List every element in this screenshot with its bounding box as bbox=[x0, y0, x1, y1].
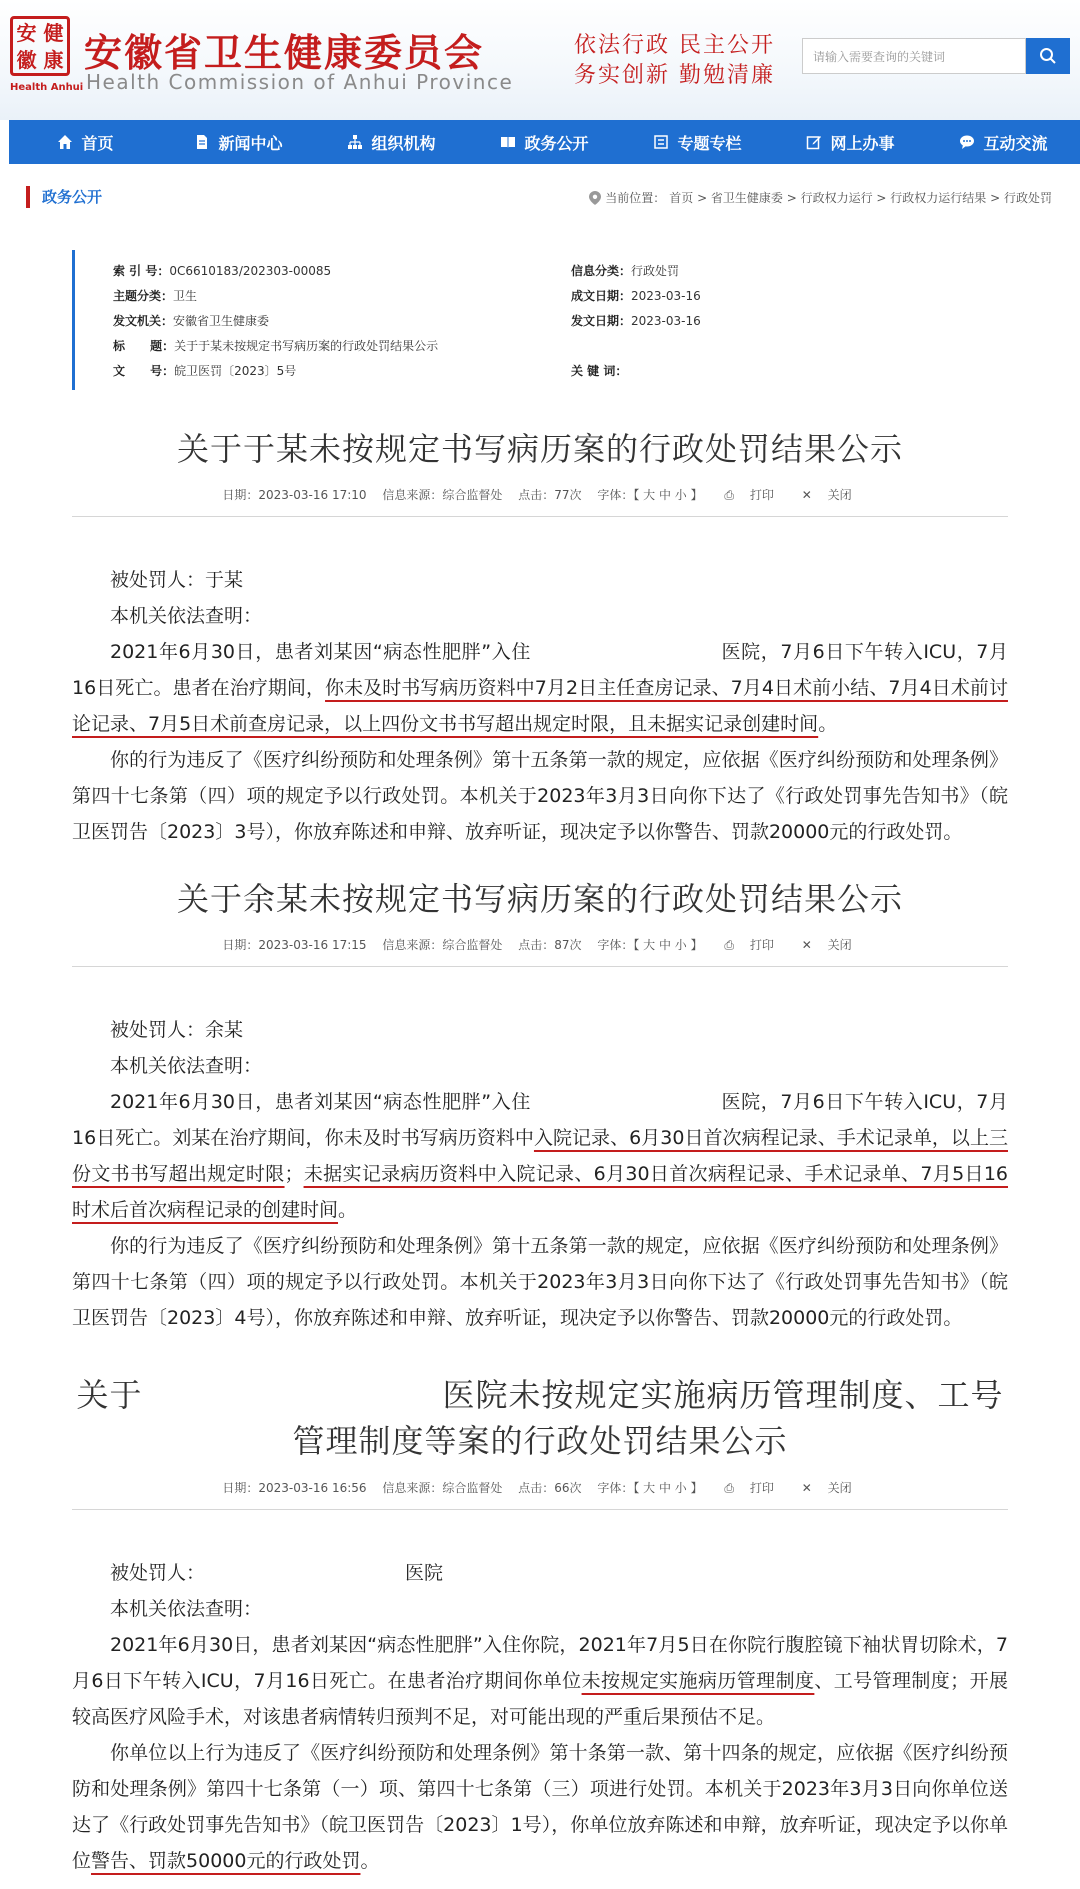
close-button[interactable]: ✕ 关闭 bbox=[801, 1481, 852, 1495]
nav-item-org[interactable] bbox=[315, 120, 468, 164]
logo-char: 安 bbox=[16, 20, 37, 45]
article-title: 关于于某未按规定书写病历案的行政处罚结果公示 bbox=[176, 430, 903, 468]
document-icon bbox=[194, 134, 210, 150]
font-size-selector[interactable]: 字体：【 大 中 小 】 bbox=[597, 1481, 703, 1495]
paragraph: 你的行为违反了《医疗纠纷预防和处理条例》第十五条第一款的规定，应依据《医疗纠纷预防和处理条例》第四十七条第（四）项的规定予以行政处罚。本机关于2023年3月3日向你下达了《行政处罚事先告知书》（皖卫医罚告〔2023〕4号），你放弃陈述和申辩、放弃听证，现决定予以你警告、罚款20000元的行政处罚。 bbox=[72, 1235, 1008, 1329]
paragraph: 2021年6月30日，患者刘某因“病态性肥胖”入住你院，2021年7月5日在你院行腹腔镜下袖状胃切除术，7月6日下午转入ICU，7月16日死亡。在患者治疗期间你单位未按规定实施病历管理制度、工号管理制度；开展较高医疗风险手术，对该患者病情转归预判不足，对可能出现的严重后果预估不足。 bbox=[72, 1634, 1008, 1728]
nav-item-public[interactable] bbox=[468, 120, 621, 164]
article-clicks: 点击：87次 bbox=[518, 938, 582, 952]
meta-docno: 文 号：皖卫医罚〔2023〕5号 bbox=[113, 364, 297, 378]
highlighted-text: 入院记录、6月30日首次病程记录、手术记录单，以上三份文书书写超出规定时限 bbox=[72, 1127, 1008, 1185]
breadcrumb-prefix: 当前位置： bbox=[605, 191, 666, 205]
close-button[interactable]: ✕ 关闭 bbox=[801, 488, 852, 502]
font-size-selector[interactable]: 字体：【 大 中 小 】 bbox=[597, 938, 703, 952]
meta-title: 标 题：关于于某未按规定书写病历案的行政处罚结果公示 bbox=[113, 339, 439, 353]
divider bbox=[72, 516, 1008, 517]
paragraph: 被处罚人：于某 bbox=[110, 569, 244, 591]
org-chart-icon bbox=[347, 134, 363, 150]
meta-created: 成文日期：2023-03-16 bbox=[571, 289, 701, 303]
nav-item-interact[interactable] bbox=[927, 120, 1080, 164]
search-icon bbox=[1039, 47, 1057, 65]
document-meta-box bbox=[72, 250, 1012, 390]
paragraph: 被处罚人：余某 bbox=[110, 1019, 244, 1041]
article-source: 信息来源：综合监督处 bbox=[382, 1481, 503, 1495]
nav-label: 网上办事 bbox=[830, 133, 895, 153]
print-button[interactable]: ⎙ 打印 bbox=[724, 1481, 774, 1495]
article-date: 日期：2023-03-16 17:15 bbox=[222, 938, 367, 952]
meta-topic: 主题分类：卫生 bbox=[113, 289, 198, 303]
breadcrumb-path[interactable]: 首页 > 省卫生健康委 > 行政权力运行 > 行政权力运行结果 > 行政处罚 bbox=[669, 191, 1052, 205]
book-icon bbox=[500, 134, 516, 150]
printer-icon: ⎙ bbox=[724, 488, 735, 502]
logo-char: 徽 bbox=[16, 47, 37, 72]
paragraph: 被处罚人： 医院 bbox=[110, 1562, 444, 1584]
meta-published: 发文日期：2023-03-16 bbox=[571, 314, 701, 328]
slogan-line-2: 务实创新 勤勉清廉 bbox=[574, 63, 775, 88]
logo-char: 康 bbox=[43, 47, 64, 72]
site-title[interactable]: 安徽省卫生健康委员会 bbox=[84, 31, 485, 75]
printer-icon: ⎙ bbox=[724, 938, 735, 952]
meta-keywords: 关 键 词： bbox=[571, 364, 628, 378]
article-clicks: 点击：66次 bbox=[518, 1481, 582, 1495]
highlighted-text: 警告、罚款50000元的行政处罚 bbox=[91, 1850, 361, 1872]
nav-label: 政务公开 bbox=[524, 133, 589, 153]
breadcrumb bbox=[589, 189, 1052, 206]
main-nav bbox=[9, 120, 1080, 164]
paragraph: 本机关依法查明： bbox=[110, 605, 263, 627]
divider bbox=[72, 1509, 1008, 1510]
article-date: 日期：2023-03-16 17:10 bbox=[222, 488, 367, 502]
paragraph: 本机关依法查明： bbox=[110, 1598, 263, 1620]
article-info-bar bbox=[70, 486, 1010, 503]
close-icon: ✕ bbox=[801, 938, 812, 952]
nav-item-online[interactable] bbox=[774, 120, 927, 164]
home-icon bbox=[57, 134, 73, 150]
printer-icon: ⎙ bbox=[724, 1481, 735, 1495]
edit-icon bbox=[806, 134, 822, 150]
font-size-selector[interactable]: 字体：【 大 中 小 】 bbox=[597, 488, 703, 502]
article-date: 日期：2023-03-16 16:56 bbox=[222, 1481, 367, 1495]
logo-english: Health Anhui bbox=[10, 82, 84, 93]
article-info-bar bbox=[70, 1479, 1010, 1496]
close-button[interactable]: ✕ 关闭 bbox=[801, 938, 852, 952]
site-logo[interactable] bbox=[10, 16, 70, 76]
article-title: 关于 医院未按规定实施病历管理制度、工号 管理制度等案的行政处罚结果公示 bbox=[76, 1376, 1004, 1460]
search-button[interactable] bbox=[1026, 38, 1070, 74]
paragraph: 2021年6月30日，患者刘某因“病态性肥胖”入住 医院，7月6日下午转入ICU，7月16日死亡。患者在治疗期间，你未及时书写病历资料中7月2日主任查房记录、7月4日术前小结、7月4日术前讨论记录、7月5日术前查房记录，以上四份文书书写超出规定时限，且未据实记录创建时间。 bbox=[72, 641, 1008, 735]
print-button[interactable]: ⎙ 打印 bbox=[724, 938, 774, 952]
article-info-bar bbox=[70, 936, 1010, 953]
divider bbox=[72, 966, 1008, 967]
column-icon bbox=[653, 134, 669, 150]
article-title: 关于余某未按规定书写病历案的行政处罚结果公示 bbox=[176, 880, 903, 918]
highlighted-text: 你未及时书写病历资料中7月2日主任查房记录、7月4日术前小结、7月4日术前讨论记录、7月5日术前查房记录，以上四份文书书写超出规定时限，且未据实记录创建时间 bbox=[72, 677, 1008, 735]
close-icon: ✕ bbox=[801, 488, 812, 502]
nav-item-news[interactable] bbox=[162, 120, 315, 164]
slogan-line-1: 依法行政 民主公开 bbox=[574, 33, 775, 58]
article-source: 信息来源：综合监督处 bbox=[382, 488, 503, 502]
location-pin-icon bbox=[589, 191, 601, 205]
paragraph: 你单位以上行为违反了《医疗纠纷预防和处理条例》第十条第一款、第十四条的规定，应依据《医疗纠纷预防和处理条例》第四十七条第（一）项、第四十七条第（三）项进行处罚。本机关于2023年3月3日向你单位送达了《行政处罚事先告知书》（皖卫医罚告〔2023〕1号），你单位放弃陈述和申辩，放弃听证，现决定予以你单位警告、罚款50000元的行政处罚。 bbox=[72, 1742, 1008, 1872]
close-icon: ✕ bbox=[801, 1481, 812, 1495]
highlighted-text: 未按规定实施病历管理制度 bbox=[581, 1670, 815, 1692]
nav-label: 首页 bbox=[81, 133, 114, 153]
nav-item-home[interactable] bbox=[9, 120, 162, 164]
section-title[interactable]: 政务公开 bbox=[26, 186, 102, 208]
nav-label: 组织机构 bbox=[371, 133, 436, 153]
nav-label: 新闻中心 bbox=[218, 133, 283, 153]
meta-index: 索 引 号：0C6610183/202303-00085 bbox=[113, 264, 332, 278]
article-source: 信息来源：综合监督处 bbox=[382, 938, 503, 952]
meta-category: 信息分类：行政处罚 bbox=[571, 264, 680, 278]
article-clicks: 点击：77次 bbox=[518, 488, 582, 502]
site-subtitle: Health Commission of Anhui Province bbox=[86, 70, 514, 94]
chat-icon bbox=[959, 134, 975, 150]
highlighted-text: 未据实记录病历资料中入院记录、6月30日首次病程记录、手术记录单、7月5日16时术后首次病程记录的创建时间 bbox=[72, 1163, 1008, 1221]
nav-label: 互动交流 bbox=[983, 133, 1048, 153]
logo-char: 健 bbox=[43, 20, 64, 45]
print-button[interactable]: ⎙ 打印 bbox=[724, 488, 774, 502]
nav-label: 专题专栏 bbox=[677, 133, 742, 153]
paragraph: 本机关依法查明： bbox=[110, 1055, 263, 1077]
nav-item-topics[interactable] bbox=[621, 120, 774, 164]
paragraph: 2021年6月30日，患者刘某因“病态性肥胖”入住 医院，7月6日下午转入ICU，7月16日死亡。刘某在治疗期间，你未及时书写病历资料中入院记录、6月30日首次病程记录、手术记录单，以上三份文书书写超出规定时限；未据实记录病历资料中入院记录、6月30日首次病程记录、手术记录单、7月5日16时术后首次病程记录的创建时间。 bbox=[72, 1091, 1008, 1221]
paragraph: 你的行为违反了《医疗纠纷预防和处理条例》第十五条第一款的规定，应依据《医疗纠纷预防和处理条例》第四十七条第（四）项的规定予以行政处罚。本机关于2023年3月3日向你下达了《行政处罚事先告知书》（皖卫医罚告〔2023〕3号），你放弃陈述和申辩、放弃听证，现决定予以你警告、罚款20000元的行政处罚。 bbox=[72, 749, 1008, 843]
site-header bbox=[0, 0, 1080, 120]
meta-issuer: 发文机关：安徽省卫生健康委 bbox=[113, 314, 270, 328]
search-input[interactable]: 请输入需要查询的关键词 bbox=[802, 38, 1026, 74]
